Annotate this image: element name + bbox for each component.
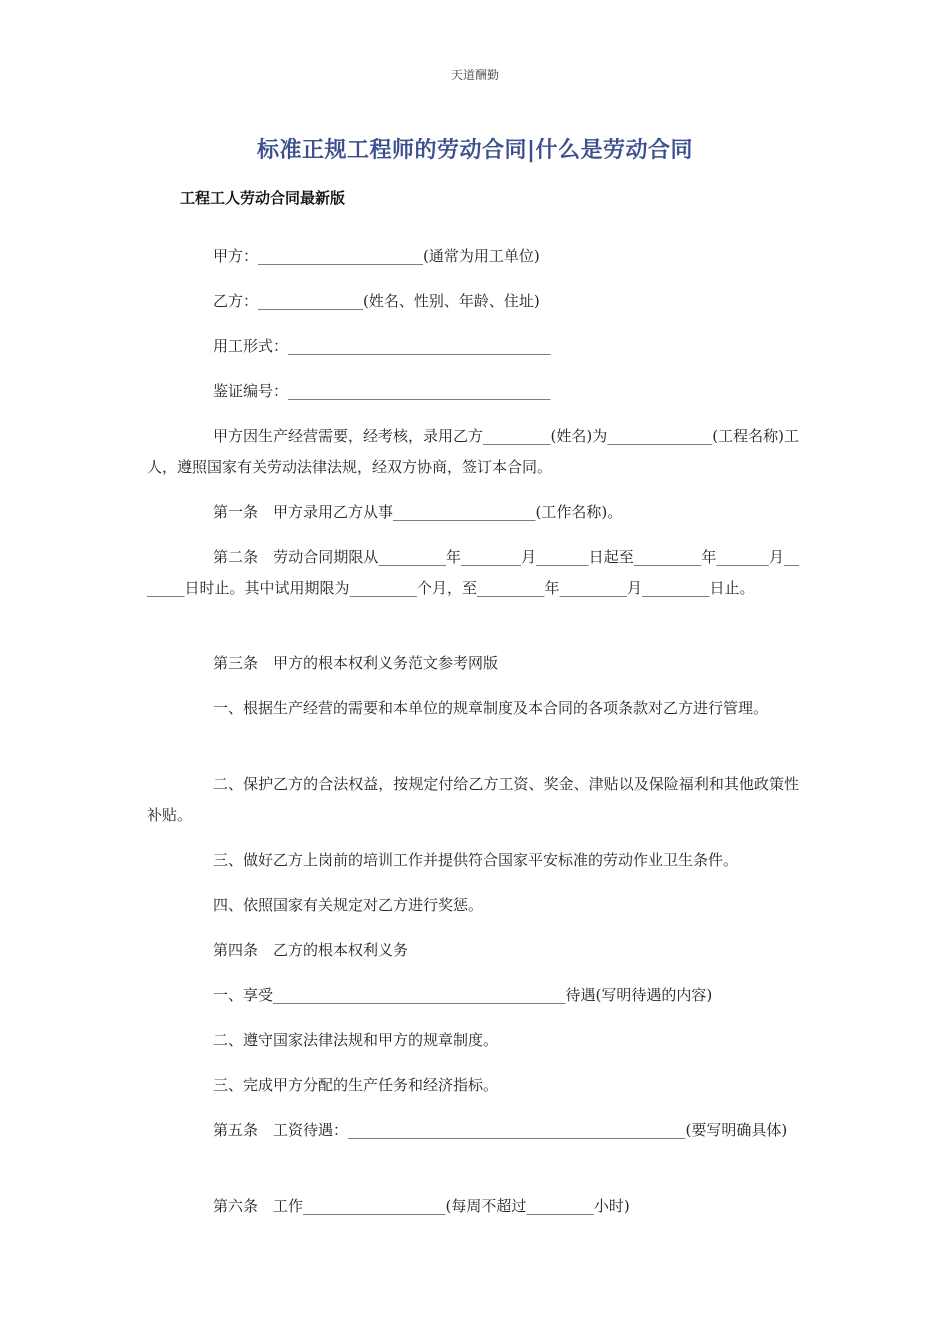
employment-form-line: 用工形式：___________________________________ — [213, 337, 551, 355]
document-subtitle: 工程工人劳动合同最新版 — [180, 189, 346, 207]
article-6: 第六条 工作___________________(每周不超过_________小时) — [213, 1197, 630, 1215]
article-4-heading: 第四条 乙方的根本权利义务 — [213, 941, 409, 959]
article-3-item-1: 一、根据生产经营的需要和本单位的规章制度及本合同的各项条款对乙方进行管理。 — [213, 699, 769, 717]
article-3-heading: 第三条 甲方的根本权利义务范文参考网版 — [213, 654, 499, 672]
article-3-item-2: 二、保护乙方的合法权益，按规定付给乙方工资、奖金、津贴以及保险福利和其他政策性补贴。 — [147, 775, 799, 824]
article-1: 第一条 甲方录用乙方从事___________________(工作名称)。 — [213, 503, 623, 521]
article-5: 第五条 工资待遇：_____________________________________________(要写明确具体) — [213, 1121, 788, 1139]
certification-number-line: 鉴证编号：___________________________________ — [213, 382, 551, 400]
article-2: 第二条 劳动合同期限从_________年________月_______日起至_________年_______月_______日时止。其中试用期限为_________个月，至_________年_________月_________日止。 — [147, 548, 799, 597]
party-a-line: 甲方：______________________(通常为用工单位) — [213, 247, 540, 265]
article-4-item-1: 一、享受_______________________________________待遇(写明待遇的内容) — [213, 986, 713, 1004]
article-4-item-2: 二、遵守国家法律法规和甲方的规章制度。 — [213, 1031, 499, 1049]
preamble-paragraph: 甲方因生产经营需要，经考核，录用乙方_________(姓名)为______________(工程名称)工人，遵照国家有关劳动法律法规，经双方协商，签订本合同。 — [147, 427, 799, 476]
page-header-note: 天道酬勤 — [450, 68, 499, 82]
article-3-item-4: 四、依照国家有关规定对乙方进行奖惩。 — [213, 896, 484, 914]
article-3-item-3: 三、做好乙方上岗前的培训工作并提供符合国家平安标准的劳动作业卫生条件。 — [213, 851, 739, 869]
document-title: 标准正规工程师的劳动合同|什么是劳动合同 — [256, 138, 694, 163]
party-b-line: 乙方：______________(姓名、性别、年龄、住址) — [213, 292, 540, 310]
article-4-item-3: 三、完成甲方分配的生产任务和经济指标。 — [213, 1076, 499, 1094]
